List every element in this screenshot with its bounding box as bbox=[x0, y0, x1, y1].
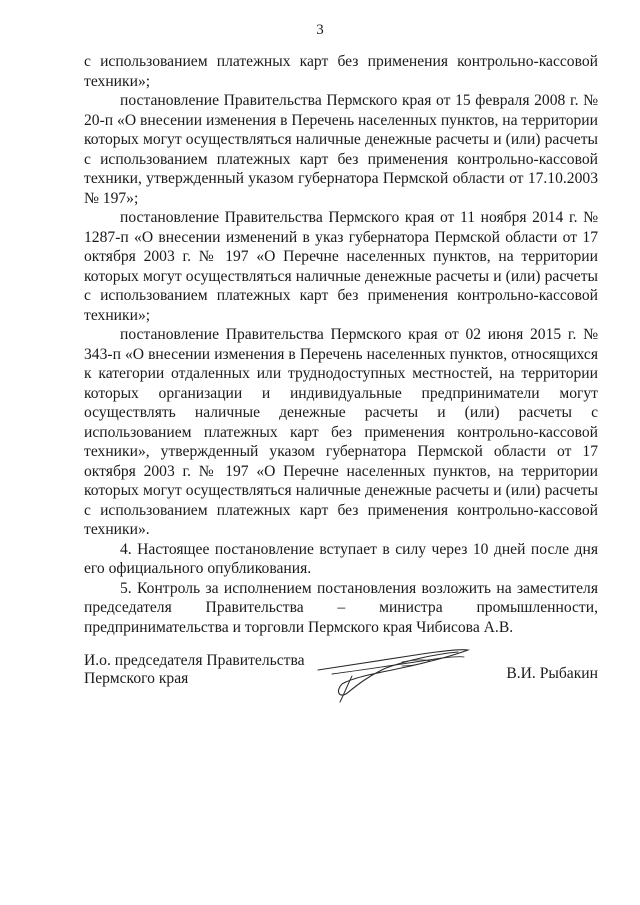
paragraph-item-4: 4. Настоящее постановление вступает в силу через 10 дней после дня его официального опубликования. bbox=[84, 540, 598, 577]
paragraph-continuation: с использованием платежных карт без применения контрольно-кассовой техники»; bbox=[84, 53, 598, 90]
signature-block bbox=[84, 652, 598, 712]
signer-title bbox=[84, 652, 305, 688]
page-number: 3 bbox=[316, 22, 324, 38]
signer-name: В.И. Рыбакин bbox=[506, 665, 598, 682]
handwritten-signature bbox=[312, 640, 472, 706]
signer-title-line-1: И.о. председателя Правительства bbox=[84, 652, 305, 669]
document-body bbox=[84, 52, 598, 637]
paragraph-resolution-2008: постановление Правительства Пермского края от 15 февраля 2008 г. № 20-п «О внесении изменения в Перечень населенных пунктов, на территории которых могут осуществляться наличные денежные расчеты и (или) расчеты с использованием платежных карт без применения контрольно-кассовой техники, утвержденный указом губернатора Пермской области от 17.10.2003 № 197»; bbox=[84, 92, 598, 207]
paragraph-resolution-2014: постановление Правительства Пермского края от 11 ноября 2014 г. № 1287-п «О внесении изменений в указ губернатора Пермской области от 17 октября 2003 г. № 197 «О Перечне населенных пунктов, на территории которых могут осуществляться наличные денежные расчеты и (или) расчеты с использованием платежных карт без применения контрольно-кассовой техники»; bbox=[84, 209, 598, 324]
signer-title-line-2: Пермского края bbox=[84, 670, 189, 687]
paragraph-item-5: 5. Контроль за исполнением постановления возложить на заместителя председателя Правительства – министра промышленности, предпринимательства и торговли Пермского края Чибисова А.В. bbox=[84, 579, 598, 636]
paragraph-resolution-2015: постановление Правительства Пермского края от 02 июня 2015 г. № 343-п «О внесении изменения в Перечень населенных пунктов, относящихся к категории отдаленных или труднодоступных местностей, на территории которых организации и индивидуальные предприниматели могут осуществлять наличные денежные расчеты и (или) расчеты с использованием платежных карт без применения контрольно-кассовой техники», утвержденный указом губернатора Пермской области от 17 октября 2003 г. № 197 «О Перечне населенных пунктов, на территории которых могут осуществляться наличные денежные расчеты и (или) расчеты с использованием платежных карт без применения контрольно-кассовой техники». bbox=[84, 326, 598, 538]
